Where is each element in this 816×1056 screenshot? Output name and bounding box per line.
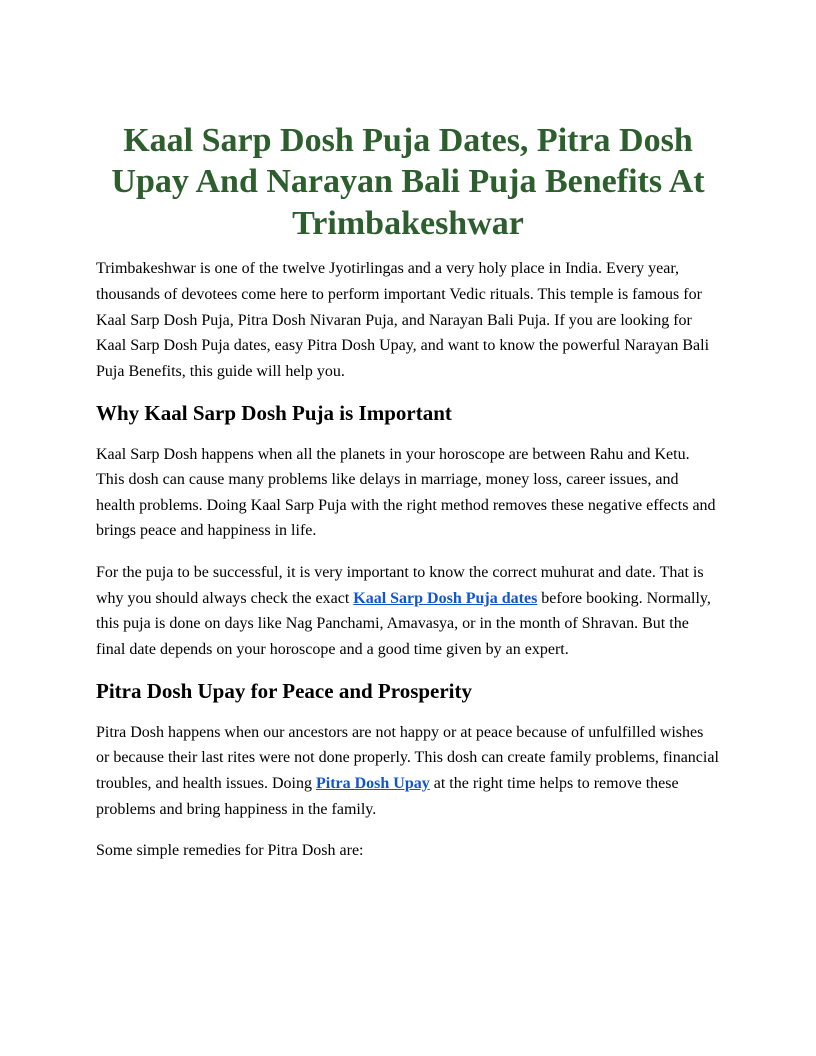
pitra-dosh-remedies-lead-in: Some simple remedies for Pitra Dosh are:	[96, 842, 364, 860]
section-heading-kaal-sarp: Why Kaal Sarp Dosh Puja is Important	[96, 401, 452, 426]
pitra-dosh-upay-link[interactable]: Pitra Dosh Upay	[315, 774, 430, 792]
kaal-sarp-dosh-puja-dates-link[interactable]: Kaal Sarp Dosh Puja dates	[353, 589, 538, 607]
kaal-sarp-paragraph-1: Kaal Sarp Dosh happens when all the planets in your horoscope are between Rahu and Ketu. This dosh can cause many problems like delays in marriage, money loss, career issues, and health problems. Doing Kaal Sarp Puja with the right method removes these negative effects and brings peace and happiness in life.	[96, 445, 716, 540]
section-heading-pitra-dosh: Pitra Dosh Upay for Peace and Prosperity	[96, 679, 473, 704]
intro-paragraph: Trimbakeshwar is one of the twelve Jyotirlingas and a very holy place in India. Every year, thousands of devotees come here to perform important Vedic rituals. This temple is famous for Kaal Sarp Dosh Puja, Pitra Dosh Nivaran Puja, and Narayan Bali Puja. If you are looking for Kaal Sarp Dosh Puja dates, easy Pitra Dosh Upay, and want to know the powerful Narayan Bali Puja Benefits, this guide will help you.	[96, 260, 710, 380]
kaal-sarp-paragraph-2	[96, 560, 720, 662]
text-run: at the right time helps to remove these problems and bring happiness in the family.	[96, 774, 679, 818]
text-run: For the puja to be successful, it is very important to know the correct muhurat and date. That is why you should always check the exact	[96, 564, 704, 607]
text-run: Pitra Dosh happens when our ancestors are not happy or at peace because of unfulfilled wishes or because their last rites were not done properly. This dosh can create family problems, financial troubles, and health issues. Doing	[96, 723, 719, 792]
pitra-dosh-paragraph-1	[96, 720, 720, 822]
document-title: Kaal Sarp Dosh Puja Dates, Pitra Dosh Upay And Narayan Bali Puja Benefits At Trimbakeshwar	[111, 122, 705, 242]
text-run: before booking. Normally, this puja is done on days like Nag Panchami, Amavasya, or in the month of Shravan. But the final date depends on your horoscope and a good time given by an expert.	[96, 589, 711, 658]
